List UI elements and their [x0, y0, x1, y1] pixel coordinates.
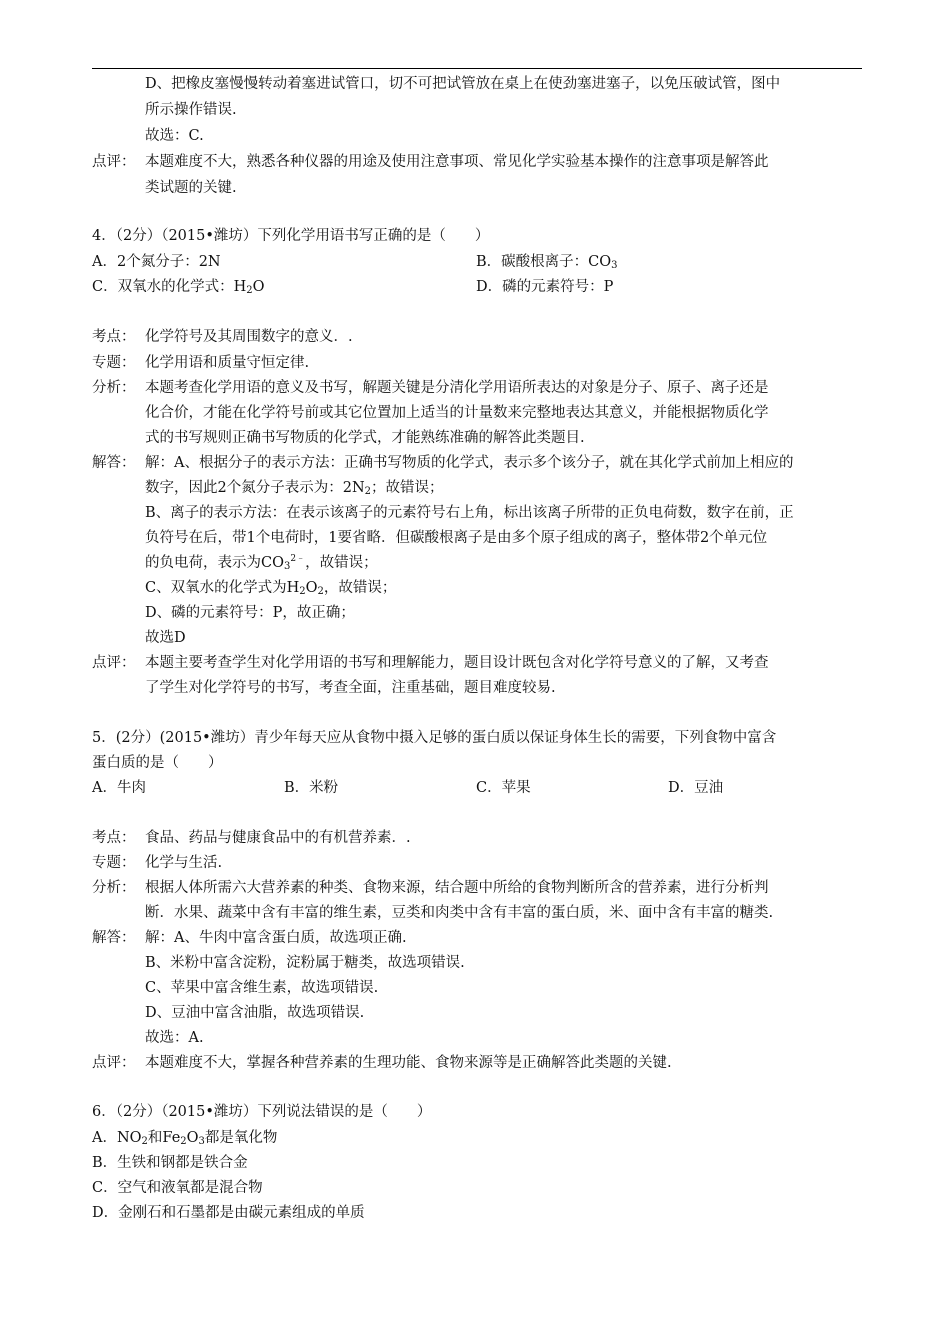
q4-option-c: C．双氧水的化学式：$H_2O$ [92, 279, 265, 296]
q4-kaodian: 化学符号及其周围数字的意义．. [145, 329, 353, 345]
q5-jieda-1: 解：A、牛肉中富含蛋白质，故选项正确. [145, 930, 407, 946]
q5-dianping: 本题难度不大，掌握各种营养素的生理功能、食物来源等是正确解答此类题的关键. [145, 1055, 672, 1071]
q5-option-d: D．豆油 [668, 780, 724, 796]
q4-fenxi-2: 化合价，才能在化学符号前或其它位置加上适当的计量数来完整地表达其意义，并能根据物质化学 [145, 405, 769, 421]
label-review: 点评： [92, 154, 136, 170]
q4-zhuanti: 化学用语和质量守恒定律. [145, 355, 310, 371]
q5-option-b: B．米粉 [284, 780, 339, 796]
q4-label-jieda: 解答： [92, 455, 136, 471]
q5-jieda-5: 故选：A. [145, 1030, 204, 1046]
q4-stem: 4．（2分）（2015•潍坊）下列化学用语书写正确的是（ ） [92, 228, 490, 244]
q6-option-d: D．金刚石和石墨都是由碳元素组成的单质 [92, 1205, 365, 1221]
q4-option-a: A．2个氮分子：2N [92, 254, 221, 270]
q4-dianping-2: 了学生对化学符号的书写，考查全面，注重基础，题目难度较易. [145, 680, 556, 696]
q6-stem: 6．（2分）（2015•潍坊）下列说法错误的是（ ） [92, 1104, 432, 1120]
q4-label-dianping: 点评： [92, 655, 136, 671]
q4-jieda-7: D、磷的元素符号：P，故正确； [145, 605, 355, 621]
q5-kaodian: 食品、药品与健康食品中的有机营养素．. [145, 830, 411, 846]
q5-label-kaodian: 考点： [92, 830, 136, 846]
q4-jieda-6: C、双氧水的化学式为$H_2O_2$，故错误； [145, 580, 397, 597]
q4-fenxi-3: 式的书写规则正确书写物质的化学式，才能熟练准确的解答此类题目. [145, 430, 585, 446]
q6-option-c: C．空气和液氧都是混合物 [92, 1180, 263, 1196]
prev-review-line1: 本题难度不大，熟悉各种仪器的用途及使用注意事项、常见化学实验基本操作的注意事项是解答此 [145, 154, 769, 170]
prev-review-line2: 类试题的关键. [145, 180, 237, 196]
q5-fenxi-2: 断．水果、蔬菜中含有丰富的维生素，豆类和肉类中含有丰富的蛋白质，米、面中含有丰富的糖类. [145, 905, 774, 921]
q4-option-b: B．碳酸根离子：$CO_3$ [476, 254, 618, 271]
q5-jieda-2: B、米粉中富含淀粉，淀粉属于糖类，故选项错误. [145, 955, 465, 971]
prev-option-d-line2: 所示操作错误. [145, 102, 237, 118]
q4-jieda-1: 解：A、根据分子的表示方法：正确书写物质的化学式，表示多个该分子，就在其化学式前加上相应的 [145, 455, 794, 471]
q4-jieda-2: 数字，因此2个氮分子表示为：$2N_2$；故错误； [145, 480, 444, 497]
q4-label-kaodian: 考点： [92, 329, 136, 345]
q4-jieda-8: 故选D [145, 630, 186, 646]
q5-label-jieda: 解答： [92, 930, 136, 946]
q5-label-dianping: 点评： [92, 1055, 136, 1071]
q5-option-a: A．牛肉 [92, 780, 146, 796]
prev-answer: 故选：C. [145, 128, 204, 144]
q5-label-fenxi: 分析： [92, 880, 136, 896]
header-rule [92, 68, 862, 69]
q4-jieda-4: 负符号在后，带1个电荷时，1要省略．但碳酸根离子是由多个原子组成的离子，整体带2个单元位 [145, 530, 768, 546]
prev-option-d-line1: D、把橡皮塞慢慢转动着塞进试管口，切不可把试管放在桌上在使劲塞进塞子，以免压破试管，图中 [145, 76, 781, 92]
q4-fenxi-1: 本题考查化学用语的意义及书写，解题关键是分清化学用语所表达的对象是分子、原子、离子还是 [145, 380, 769, 396]
q6-option-a: A．$NO_2$和$Fe_2O_3$都是氧化物 [92, 1130, 278, 1147]
q4-option-d: D．磷的元素符号：P [476, 279, 614, 295]
q4-jieda-3: B、离子的表示方法：在表示该离子的元素符号右上角，标出该离子所带的正负电荷数，数字在前，正 [145, 505, 794, 521]
q5-option-c: C．苹果 [476, 780, 531, 796]
q5-stem-2: 蛋白质的是（ ） [92, 755, 223, 771]
q4-label-fenxi: 分析： [92, 380, 136, 396]
q5-stem-1: 5．(2分）(2015•潍坊）青少年每天应从食物中摄入足够的蛋白质以保证身体生长的需要，下列食物中富含 [92, 730, 777, 746]
q5-jieda-4: D、豆油中富含油脂，故选项错误. [145, 1005, 365, 1021]
q4-jieda-5: 的负电荷，表示为$CO_3^{2﹣}$，故错误； [145, 554, 378, 572]
q5-zhuanti: 化学与生活. [145, 855, 223, 871]
q4-label-zhuanti: 专题： [92, 355, 136, 371]
q5-label-zhuanti: 专题： [92, 855, 136, 871]
q4-dianping-1: 本题主要考查学生对化学用语的书写和理解能力，题目设计既包含对化学符号意义的了解，又考查 [145, 655, 769, 671]
q5-jieda-3: C、苹果中富含维生素，故选项错误. [145, 980, 379, 996]
q6-option-b: B．生铁和钢都是铁合金 [92, 1155, 248, 1171]
q5-fenxi-1: 根据人体所需六大营养素的种类、食物来源，结合题中所给的食物判断所含的营养素，进行分析判 [145, 880, 769, 896]
